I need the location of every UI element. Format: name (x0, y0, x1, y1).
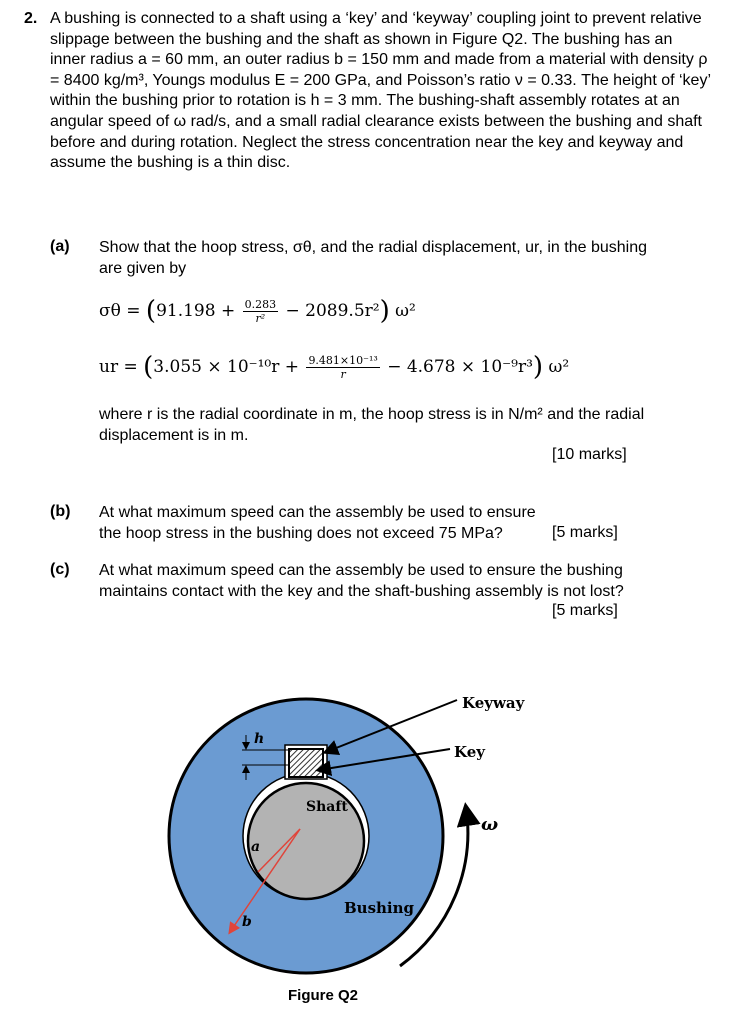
omega-label: ω (481, 814, 499, 835)
part-a-note: where r is the radial coordinate in m, the hoop stress is in N/m² and the radial displacement is in m. (99, 406, 645, 444)
radial-displacement-equation: ur = (3.055 × 10⁻¹⁰r + $\frac{\text{9.481×10⁻¹³}}{r}$ − 4.678 × 10⁻⁹r³) ω² (99, 352, 570, 382)
bushing-label: Bushing (344, 899, 415, 917)
part-b-marks: [5 marks] (552, 524, 618, 541)
eq1-lhs: σθ = (99, 301, 141, 321)
part-c-text: At what maximum speed can the assembly be used to ensure the bushing maintains contact with the key and the shaft-bushing assembly is not lost? (99, 562, 624, 600)
b-label: b (242, 914, 252, 930)
h-label: h (254, 731, 265, 747)
problem-statement: A bushing is connected to a shaft using a ‘key’ and ‘keyway’ coupling joint to prevent relative slippage between the bushing and the shaft as shown in Figure Q2. The bushing has an inner radius a = 60 mm, an outer radius b = 150 mm and made from a material with density ρ = 8400 kg/m³, Youngs modulus E = 200 GPa, and Poisson’s ratio ν = 0.33. The height of ‘key’ within the bushing prior to rotation is h = 3 mm. The bushing-shaft assembly rotates at an angular speed of ω rad/s, and a small radial clearance exists between the bushing and shaft before and during rotation. Neglect the stress concentration near the key and keyway and assume the bushing is a thin disc. (50, 10, 711, 172)
eq2-fraction: $\frac{\text{9.481×10⁻¹³}}{r}$ (308, 354, 378, 381)
part-b-text: At what maximum speed can the assembly be used to ensure the hoop stress in the bushing does not exceed 75 MPa? (99, 504, 536, 542)
part-a-intro: Show that the hoop stress, σθ, and the radial displacement, ur, in the bushing are given by (99, 239, 647, 277)
eq1-fraction: $\frac{0.283}{\text{r²}}$ (244, 298, 277, 325)
part-c-label: (c) (50, 561, 70, 578)
eq1-omega: ω² (395, 301, 416, 321)
eq2-omega: ω² (548, 357, 570, 377)
hoop-stress-equation: σθ = (91.198 + $\frac{0.283}{\text{r²}}$ − 2089.5r²) ω² (99, 296, 416, 326)
part-b-label: (b) (50, 503, 71, 520)
key-label: Key (454, 743, 485, 761)
part-a-marks: [10 marks] (552, 446, 627, 463)
question-number: 2. (24, 10, 38, 27)
figure-caption: Figure Q2 (288, 987, 359, 1004)
eq2-term1: 3.055 × 10⁻¹⁰r + (153, 357, 300, 377)
shaft-label: Shaft (306, 799, 348, 815)
eq1-term1: 91.198 + (156, 301, 236, 321)
a-label: a (251, 839, 261, 855)
key (289, 749, 323, 777)
keyway-label: Keyway (462, 694, 525, 712)
part-a-label: (a) (50, 238, 70, 255)
eq1-term2: − 2089.5r² (285, 301, 380, 321)
eq2-lhs: ur = (99, 357, 138, 377)
part-c-marks: [5 marks] (552, 602, 618, 619)
eq2-term2: − 4.678 × 10⁻⁹r³ (387, 357, 533, 377)
